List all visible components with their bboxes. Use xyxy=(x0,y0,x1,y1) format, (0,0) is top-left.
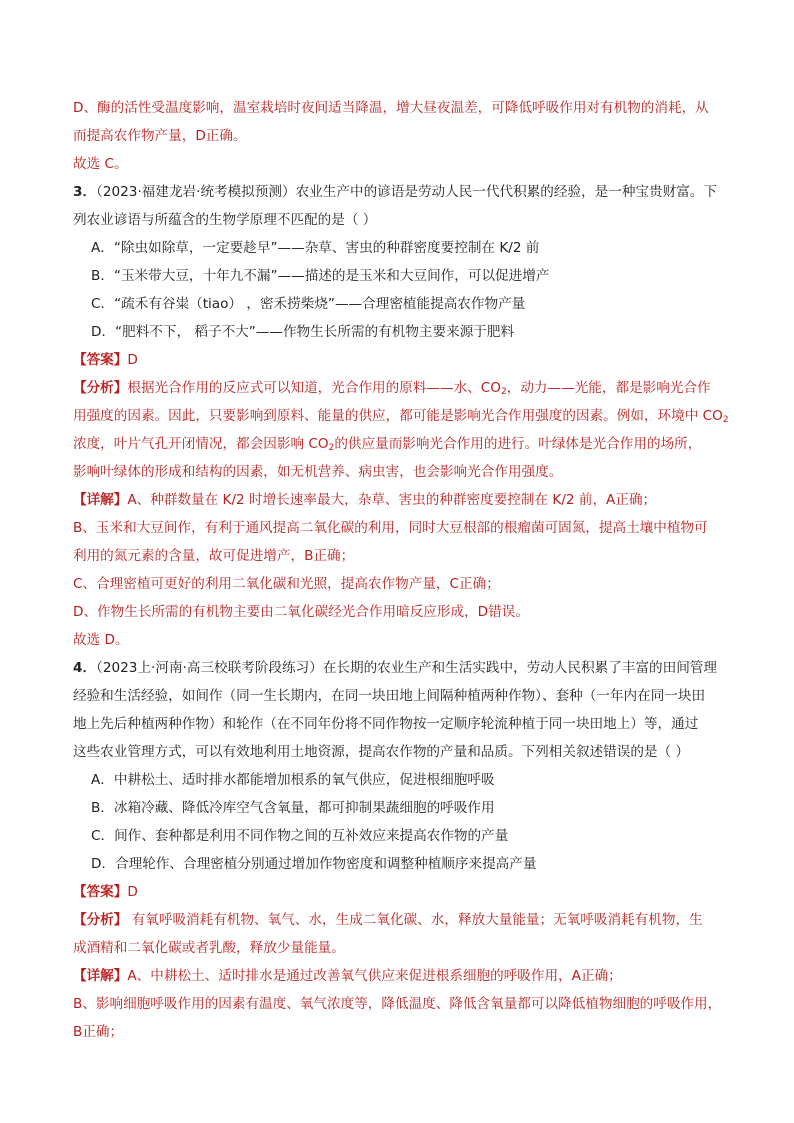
q3-analysis-text-3b: 的供应量而影响光合作用的进行。叶绿体是光合作用的场所， xyxy=(334,436,702,452)
q3-analysis-line2 xyxy=(73,402,729,430)
q3-analysis-text-3a: 浓度，叶片气孔开闭情况，都会因影响 CO xyxy=(73,436,329,452)
q3-detail-c: C、合理密植可更好的利用二氧化碳和光照，提高农作物产量，C正确； xyxy=(73,576,500,592)
q3-analysis-text-2: 用强度的因素。因此，只要影响到原料、能量的供应，都可能是影响光合作用强度的因素。例如，环境中 CO xyxy=(73,408,723,424)
q3-detail-b-line1: B、玉米和大豆间作，有利于通风提高二氧化碳的利用，同时大豆根部的根瘤菌可固氮，提高土壤中植物可 xyxy=(73,520,708,536)
q3-answer-tag: 【答案】 xyxy=(73,352,128,368)
co2-subscript: 2 xyxy=(328,443,335,453)
q3-answer xyxy=(73,346,723,374)
q3-option-a: A．“除虫如除草，一定要趁早”——杂草、害虫的种群密度要控制在 K/2 前 xyxy=(91,240,540,256)
q4-detail-a-text: A、中耕松土、适时排水是通过改善氧气供应来促进根系细胞的呼吸作用，A正确； xyxy=(127,968,622,984)
q3-analysis-text-1b: ，动力——光能，都是影响光合作 xyxy=(506,380,711,396)
q3-analysis-text-1a: 根据光合作用的反应式可以知道，光合作用的原料——水、CO xyxy=(127,380,502,396)
q4-answer-tag: 【答案】 xyxy=(73,884,128,900)
q2-choice: 故选 C。 xyxy=(73,156,128,172)
q3-analysis-tag: 【分析】 xyxy=(73,380,128,396)
q4-analysis-line1 xyxy=(73,906,723,934)
q4-analysis-line2: 成酒精和二氧化碳或者乳酸，释放少量能量。 xyxy=(73,940,345,956)
q4-detail-b-line1: B、影响细胞呼吸作用的因素有温度、氧气浓度等，降低温度、降低含氧量都可以降低植物细胞的呼吸作用， xyxy=(73,996,722,1012)
q4-analysis-tag: 【分析】 xyxy=(73,912,128,928)
q4-answer xyxy=(73,878,723,906)
q3-option-c: C．“疏禾有谷粜（tiao） ，密禾捞柴烧”——合理密植能提高农作物产量 xyxy=(91,296,526,312)
q3-source: （2023·福建龙岩·统考模拟预测） xyxy=(96,184,296,200)
q4-option-b: B．冰箱冷藏、降低冷库空气含氧量，都可抑制果蔬细胞的呼吸作用 xyxy=(91,800,495,816)
q3-detail-a xyxy=(73,486,723,514)
q4-stem-line3: 地上先后种植两种作物）和轮作（在不同年份将不同作物按一定顺序轮流种植于同一块田地上）等，通过 xyxy=(73,716,699,732)
q4-detail-tag: 【详解】 xyxy=(73,968,128,984)
q3-detail-d: D、作物生长所需的有机物主要由二氧化碳经光合作用暗反应形成，D错误。 xyxy=(73,604,529,620)
q3-stem-line1 xyxy=(73,178,723,206)
q3-option-b: B．“玉米带大豆，十年九不漏”——描述的是玉米和大豆间作，可以促进增产 xyxy=(91,268,550,284)
q4-source: （2023上·河南·高三校联考阶段练习） xyxy=(96,660,323,676)
q3-number: 3． xyxy=(73,184,97,200)
q3-stem-line2: 列农业谚语与所蕴含的生物学原理不匹配的是（ ） xyxy=(73,212,377,228)
q4-number: 4． xyxy=(73,660,97,676)
q3-stem-text: 农业生产中的谚语是劳动人民一代代积累的经验，是一种宝贵财富。下 xyxy=(295,184,718,200)
q3-analysis-line3 xyxy=(73,430,723,458)
q4-stem-line2: 经验和生活经验，如间作（同一生长期内，在同一块田地上间隔种植两种作物）、套种（一年内在同一块田 xyxy=(73,688,706,704)
q4-detail-b-line2: B正确； xyxy=(73,1024,124,1040)
q3-detail-tag: 【详解】 xyxy=(73,492,128,508)
q3-choice: 故选 D。 xyxy=(73,632,129,648)
q4-stem-text: 在长期的农业生产和生活实践中，劳动人民积累了丰富的田间管理 xyxy=(322,660,718,676)
page-content xyxy=(73,94,729,1046)
co2-subscript: 2 xyxy=(501,387,507,397)
q4-option-d: D．合理轮作、合理密植分别通过增加作物密度和调整种植顺序来提高产量 xyxy=(91,856,537,872)
q3-answer-value: D xyxy=(127,352,138,368)
q4-option-c: C．间作、套种都是利用不同作物之间的互补效应来提高农作物的产量 xyxy=(91,828,509,844)
q3-analysis-line1 xyxy=(73,374,723,402)
q2-explain-d-line1: D、酶的活性受温度影响，温室栽培时夜间适当降温，增大昼夜温差，可降低呼吸作用对有机物的消耗，从 xyxy=(73,100,709,116)
q3-option-d: D．“肥料不下， 稻子不大”——作物生长所需的有机物主要来源于肥料 xyxy=(91,324,515,340)
q4-stem-line1 xyxy=(73,654,723,682)
q2-explain-d-line2: 而提高农作物产量，D正确。 xyxy=(73,128,247,144)
q3-analysis-line4: 影响叶绿体的形成和结构的因素，如无机营养、病虫害，也会影响光合作用强度。 xyxy=(73,464,563,480)
q4-detail-a xyxy=(73,962,723,990)
co2-subscript: 2 xyxy=(722,415,729,425)
q4-stem-line4: 这些农业管理方式，可以有效地利用土地资源，提高农作物的产量和品质。下列相关叙述错误的是（ ） xyxy=(73,744,690,760)
q3-detail-b-line2: 利用的氮元素的含量，故可促进增产，B正确； xyxy=(73,548,355,564)
q3-detail-a-text: A、种群数量在 K/2 时增长速率最大，杂草、害虫的种群密度要控制在 K/2 前，A正确； xyxy=(127,492,657,508)
q4-analysis-text-1: 有氧呼吸消耗有机物、氧气、水，生成二氧化碳、水，释放大量能量；无氧呼吸消耗有机物，生 xyxy=(127,912,703,928)
q4-option-a: A．中耕松土、适时排水都能增加根系的氧气供应，促进根细胞呼吸 xyxy=(91,772,495,788)
q4-answer-value: D xyxy=(127,884,138,900)
